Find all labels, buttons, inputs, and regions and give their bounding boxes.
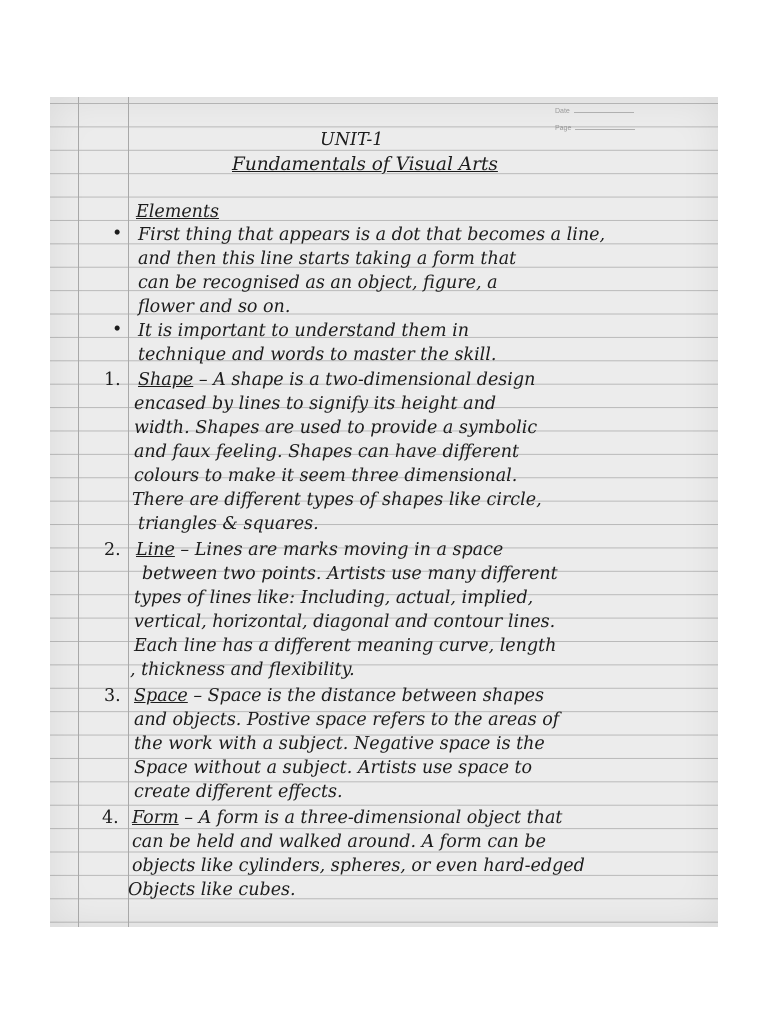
item-line: vertical, horizontal, diagonal and contour lines. xyxy=(134,612,556,632)
page-title: Fundamentals of Visual Arts xyxy=(232,154,498,175)
item-line: the work with a subject. Negative space is the xyxy=(134,734,545,754)
item-line: Space without a subject. Artists use space to xyxy=(134,758,533,778)
notebook-page xyxy=(50,97,718,927)
item-line: encased by lines to signify its height and xyxy=(134,394,497,414)
item-line: Shape – A shape is a two-dimensional design xyxy=(138,370,536,390)
item-number: 2. xyxy=(104,540,121,560)
item-line: triangles & squares. xyxy=(138,514,319,534)
item-line: Space – Space is the distance between shapes xyxy=(134,686,544,706)
item-term: Form xyxy=(132,808,179,828)
bullet-line: It is important to understand them in xyxy=(138,321,470,341)
bullet-line: flower and so on. xyxy=(138,297,291,317)
page-label: Page xyxy=(555,125,572,132)
item-line: can be held and walked around. A form can be xyxy=(132,832,546,852)
unit-heading: UNIT-1 xyxy=(320,130,384,150)
item-number: 3. xyxy=(104,686,121,706)
item-line: objects like cylinders, spheres, or even hard-edged xyxy=(132,856,585,876)
item-line: types of lines like: Including, actual, implied, xyxy=(134,588,534,608)
item-line: width. Shapes are used to provide a symbolic xyxy=(134,418,538,438)
item-number: 1. xyxy=(104,370,121,390)
bullet-line: First thing that appears is a dot that becomes a line, xyxy=(138,225,606,245)
item-line: colours to make it seem three dimensional. xyxy=(134,466,518,486)
item-number: 4. xyxy=(102,808,119,828)
bullet-marker: • xyxy=(112,224,123,244)
bullet-marker: • xyxy=(112,320,123,340)
bullet-line: and then this line starts taking a form that xyxy=(138,249,517,269)
item-line: and faux feeling. Shapes can have different xyxy=(134,442,520,462)
item-line: create different effects. xyxy=(134,782,343,802)
date-page-box xyxy=(555,103,635,137)
item-line: Each line has a different meaning curve, length xyxy=(134,636,557,656)
item-line: Line – Lines are marks moving in a space xyxy=(136,540,504,560)
item-term: Space xyxy=(134,686,188,706)
bullet-line: technique and words to master the skill. xyxy=(138,345,497,365)
margin-line-right xyxy=(128,97,129,927)
margin-line-left xyxy=(78,97,79,927)
item-line: Objects like cubes. xyxy=(128,880,296,900)
date-label: Date xyxy=(555,108,570,115)
bullet-line: can be recognised as an object, figure, a xyxy=(138,273,498,293)
section-heading: Elements xyxy=(136,202,219,222)
item-line: , thickness and flexibility. xyxy=(130,660,355,680)
item-line: and objects. Postive space refers to the areas of xyxy=(134,710,560,730)
item-term: Line xyxy=(136,540,175,560)
item-line: Form – A form is a three-dimensional object that xyxy=(132,808,563,828)
item-term: Shape xyxy=(138,370,194,390)
item-line: There are different types of shapes like circle, xyxy=(132,490,542,510)
item-line: between two points. Artists use many different xyxy=(142,564,558,584)
